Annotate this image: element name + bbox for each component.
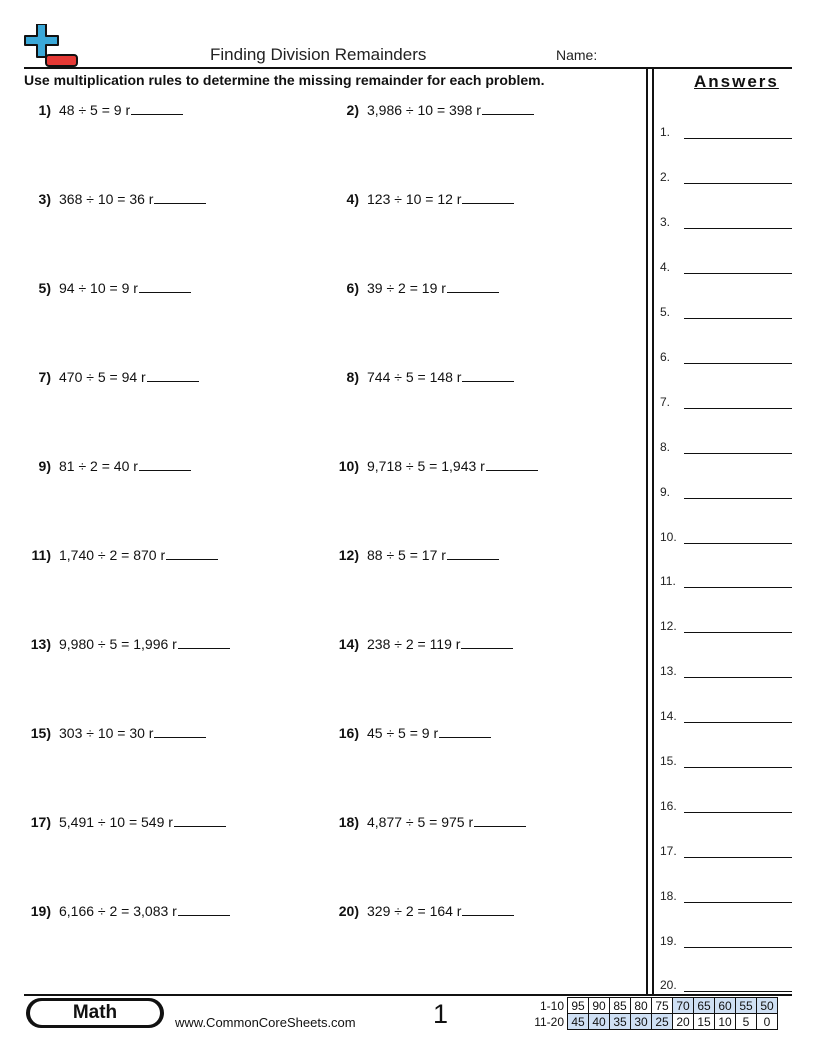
remainder-blank[interactable] [482, 102, 534, 115]
problem-text: 123 ÷ 10 = 12 r [367, 191, 462, 207]
answer-label: 8. [660, 440, 671, 454]
plus-minus-logo-icon [24, 24, 80, 68]
score-row [528, 998, 778, 1014]
problem-number: 19) [30, 903, 51, 919]
answer-line [684, 273, 792, 274]
score-cell: 95 [568, 998, 589, 1014]
answer-line [684, 498, 792, 499]
problem-text: 368 ÷ 10 = 36 r [59, 191, 154, 207]
worksheet-title: Finding Division Remainders [210, 45, 427, 64]
problem-text: 470 ÷ 5 = 94 r [59, 369, 146, 385]
score-cell: 25 [652, 1014, 673, 1030]
problem-text: 238 ÷ 2 = 119 r [367, 636, 461, 652]
score-cell: 35 [610, 1014, 631, 1030]
answer-line [684, 767, 792, 768]
answer-line [684, 363, 792, 364]
score-range: 11-20 [534, 1014, 564, 1029]
problem-10 [332, 458, 538, 474]
problem-15 [24, 725, 206, 741]
problem-number: 18) [338, 814, 359, 830]
answer-label: 20. [660, 978, 677, 992]
answer-field-20[interactable] [660, 976, 792, 992]
remainder-blank[interactable] [139, 458, 191, 471]
problem-20 [332, 903, 514, 919]
answer-field-3[interactable] [660, 213, 792, 229]
answer-field-13[interactable] [660, 662, 792, 678]
answer-label: 5. [660, 305, 671, 319]
score-table [528, 997, 778, 1030]
answer-line [684, 138, 792, 139]
remainder-blank[interactable] [447, 280, 499, 293]
answer-column-divider [646, 68, 648, 995]
header-divider [24, 67, 792, 69]
problem-number: 3) [38, 191, 51, 207]
page-number: 1 [433, 999, 449, 1029]
answer-label: 19. [660, 934, 677, 948]
problem-number: 20) [338, 903, 359, 919]
problem-2 [332, 102, 534, 118]
answer-field-1[interactable] [660, 123, 792, 139]
answer-line [684, 318, 792, 319]
answer-line [684, 857, 792, 858]
remainder-blank[interactable] [461, 636, 513, 649]
score-cell: 45 [568, 1014, 589, 1030]
answer-field-9[interactable] [660, 483, 792, 499]
problem-4 [332, 191, 514, 207]
remainder-blank[interactable] [462, 191, 514, 204]
problem-11 [24, 547, 218, 563]
score-cell: 65 [694, 998, 715, 1014]
problem-number: 11) [31, 547, 51, 563]
answer-label: 10. [660, 530, 677, 544]
remainder-blank[interactable] [462, 903, 514, 916]
problem-number: 15) [30, 725, 51, 741]
remainder-blank[interactable] [139, 280, 191, 293]
remainder-blank[interactable] [154, 725, 206, 738]
answer-line [684, 812, 792, 813]
problem-16 [332, 725, 491, 741]
answer-field-12[interactable] [660, 617, 792, 633]
score-cell: 40 [589, 1014, 610, 1030]
problem-text: 9,980 ÷ 5 = 1,996 r [59, 636, 177, 652]
score-cell: 20 [673, 1014, 694, 1030]
instructions: Use multiplication rules to determine the missing remainder for each problem. [24, 72, 545, 88]
problem-number: 9) [38, 458, 51, 474]
problem-text: 88 ÷ 5 = 17 r [367, 547, 446, 563]
problem-number: 10) [338, 458, 359, 474]
answer-field-6[interactable] [660, 348, 792, 364]
answer-line [684, 408, 792, 409]
score-cell: 5 [736, 1014, 757, 1030]
problem-text: 6,166 ÷ 2 = 3,083 r [59, 903, 177, 919]
problem-14 [332, 636, 513, 652]
score-range: 1-10 [539, 998, 564, 1013]
answer-label: 12. [660, 619, 677, 633]
problem-text: 81 ÷ 2 = 40 r [59, 458, 138, 474]
problem-number: 8) [346, 369, 359, 385]
remainder-blank[interactable] [462, 369, 514, 382]
answers-heading: Answers [694, 72, 779, 91]
problem-12 [332, 547, 499, 563]
answer-field-4[interactable] [660, 258, 792, 274]
score-cell: 0 [757, 1014, 778, 1030]
remainder-blank[interactable] [178, 636, 230, 649]
answer-label: 11. [660, 574, 676, 588]
score-cell: 90 [589, 998, 610, 1014]
answer-field-5[interactable] [660, 303, 792, 319]
answer-field-15[interactable] [660, 752, 792, 768]
remainder-blank[interactable] [154, 191, 206, 204]
problem-5 [24, 280, 191, 296]
answer-field-18[interactable] [660, 887, 792, 903]
problem-19 [24, 903, 230, 919]
answer-label: 14. [660, 709, 677, 723]
answer-line [684, 947, 792, 948]
answer-line [684, 453, 792, 454]
answer-line [684, 183, 792, 184]
problem-number: 5) [38, 280, 51, 296]
answer-line [684, 543, 792, 544]
answer-line [684, 632, 792, 633]
website-link[interactable]: www.CommonCoreSheets.com [175, 1015, 356, 1030]
remainder-blank[interactable] [178, 903, 230, 916]
score-cell: 10 [715, 1014, 736, 1030]
answer-label: 6. [660, 350, 671, 364]
score-cell: 50 [757, 998, 778, 1014]
problem-number: 4) [346, 191, 359, 207]
score-cell: 55 [736, 998, 757, 1014]
answer-label: 3. [660, 215, 671, 229]
answer-label: 15. [660, 754, 677, 768]
problem-number: 13) [30, 636, 51, 652]
answer-field-17[interactable] [660, 842, 792, 858]
problem-text: 94 ÷ 10 = 9 r [59, 280, 138, 296]
answer-label: 1. [660, 125, 671, 139]
score-cell: 60 [715, 998, 736, 1014]
problem-text: 329 ÷ 2 = 164 r [367, 903, 462, 919]
footer-divider [24, 994, 792, 996]
problem-8 [332, 369, 514, 385]
remainder-blank[interactable] [439, 725, 491, 738]
problem-number: 6) [346, 280, 359, 296]
answer-field-19[interactable] [660, 932, 792, 948]
answer-label: 17. [660, 844, 677, 858]
answer-field-2[interactable] [660, 168, 792, 184]
answer-field-8[interactable] [660, 438, 792, 454]
score-row [528, 1014, 778, 1030]
problem-18 [332, 814, 526, 830]
remainder-blank[interactable] [147, 369, 199, 382]
answer-line [684, 587, 792, 588]
problem-text: 39 ÷ 2 = 19 r [367, 280, 446, 296]
problem-number: 2) [346, 102, 359, 118]
remainder-blank[interactable] [486, 458, 538, 471]
problem-number: 16) [338, 725, 359, 741]
problem-text: 9,718 ÷ 5 = 1,943 r [367, 458, 485, 474]
answer-field-11[interactable] [660, 572, 792, 588]
problem-text: 48 ÷ 5 = 9 r [59, 102, 131, 118]
answer-label: 4. [660, 260, 671, 274]
name-label: Name: [556, 47, 598, 63]
problem-number: 17) [30, 814, 51, 830]
score-cell: 85 [610, 998, 631, 1014]
problem-7 [24, 369, 199, 385]
answer-label: 16. [660, 799, 677, 813]
problem-text: 4,877 ÷ 5 = 975 r [367, 814, 474, 830]
answer-column-divider [652, 68, 654, 995]
problem-text: 3,986 ÷ 10 = 398 r [367, 102, 481, 118]
remainder-blank[interactable] [447, 547, 499, 560]
score-cell: 75 [652, 998, 673, 1014]
answer-field-7[interactable] [660, 393, 792, 409]
remainder-blank[interactable] [166, 547, 218, 560]
remainder-blank[interactable] [474, 814, 526, 827]
problem-1 [24, 102, 183, 118]
answer-line [684, 991, 792, 992]
answer-field-16[interactable] [660, 797, 792, 813]
problem-number: 1) [38, 102, 51, 118]
problem-text: 303 ÷ 10 = 30 r [59, 725, 154, 741]
subject-badge [26, 998, 164, 1028]
problem-6 [332, 280, 499, 296]
problem-number: 14) [338, 636, 359, 652]
problem-17 [24, 814, 226, 830]
answer-line [684, 228, 792, 229]
problem-text: 45 ÷ 5 = 9 r [367, 725, 439, 741]
problem-13 [24, 636, 230, 652]
answer-field-10[interactable] [660, 528, 792, 544]
answer-label: 7. [660, 395, 671, 409]
problem-number: 12) [338, 547, 359, 563]
subject-label: Math [30, 1001, 160, 1025]
score-cell: 15 [694, 1014, 715, 1030]
problem-9 [24, 458, 191, 474]
answer-label: 18. [660, 889, 677, 903]
answer-label: 2. [660, 170, 671, 184]
score-cell: 30 [631, 1014, 652, 1030]
remainder-blank[interactable] [131, 102, 183, 115]
answer-label: 9. [660, 485, 671, 499]
answer-line [684, 902, 792, 903]
answer-line [684, 677, 792, 678]
problem-3 [24, 191, 206, 207]
answer-field-14[interactable] [660, 707, 792, 723]
score-cell: 70 [673, 998, 694, 1014]
answer-label: 13. [660, 664, 677, 678]
problem-text: 1,740 ÷ 2 = 870 r [59, 547, 166, 563]
answer-line [684, 722, 792, 723]
score-cell: 80 [631, 998, 652, 1014]
problem-text: 5,491 ÷ 10 = 549 r [59, 814, 173, 830]
problem-number: 7) [38, 369, 51, 385]
remainder-blank[interactable] [174, 814, 226, 827]
problem-text: 744 ÷ 5 = 148 r [367, 369, 462, 385]
